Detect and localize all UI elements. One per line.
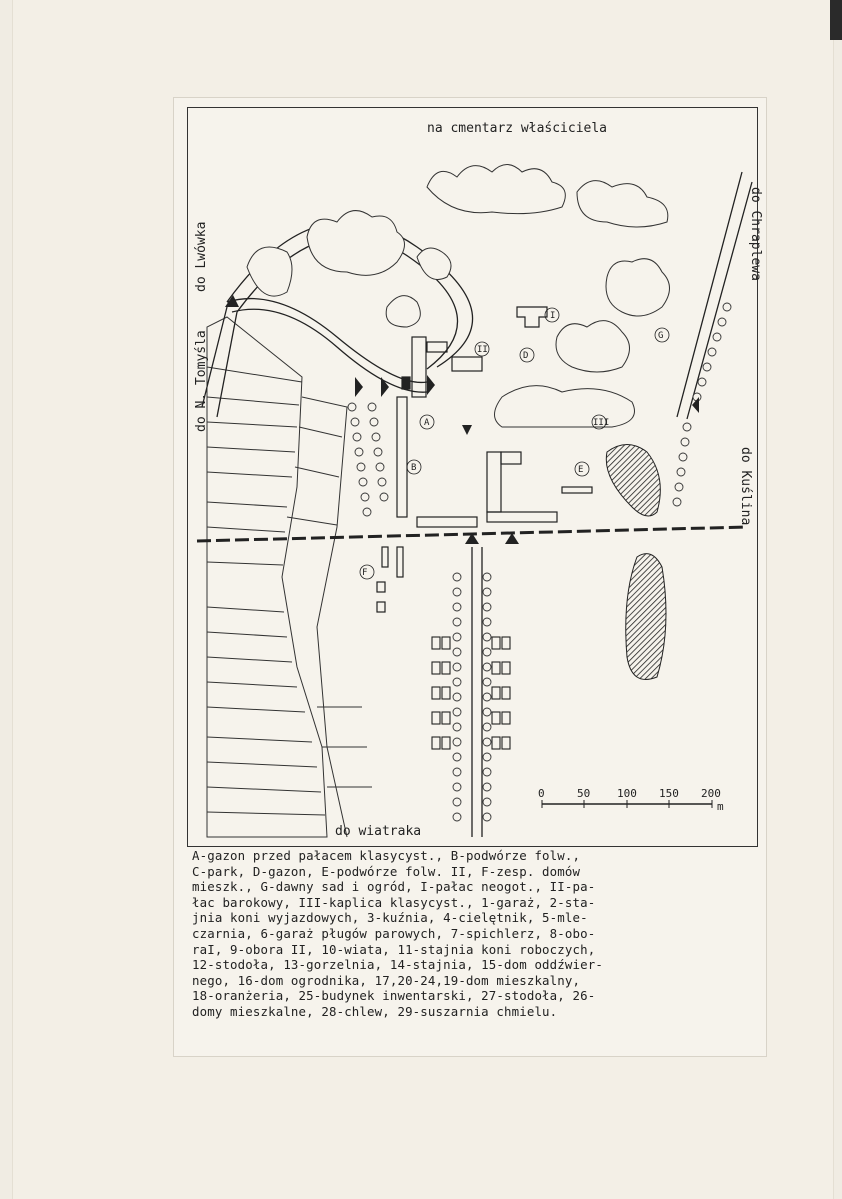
area-label-G: G bbox=[658, 331, 664, 341]
caption-line: jnia koni wyjazdowych, 3-kuźnia, 4-cielętnik, 5-mle- bbox=[192, 910, 588, 926]
area-label-I: I bbox=[550, 311, 556, 321]
field-strips bbox=[207, 317, 372, 837]
scale-tick-100: 100 bbox=[617, 787, 637, 800]
area-label-II: II bbox=[477, 345, 488, 355]
scale-unit: m bbox=[717, 800, 724, 813]
area-label-B: B bbox=[411, 463, 417, 473]
scale-tick-200: 200 bbox=[701, 787, 721, 800]
label-bottom-road: do wiatraka bbox=[335, 824, 422, 839]
caption-line: raI, 9-obora II, 10-wiata, 11-stajnia koni roboczych, bbox=[192, 941, 596, 957]
label-right-road2: do Kuślina bbox=[738, 447, 753, 526]
estate-map bbox=[187, 107, 763, 845]
scale-tick-50: 50 bbox=[577, 787, 591, 800]
scan-edge bbox=[830, 0, 842, 40]
area-label-III: III bbox=[593, 418, 610, 428]
caption-line: C-park, D-gazon, E-podwórze folw. II, F-zesp. domów bbox=[192, 863, 581, 879]
caption-line: łac barokowy, III-kaplica klasycyst., 1-garaż, 2-sta- bbox=[192, 894, 596, 910]
caption-line: mieszk., G-dawny sad i ogród, I-pałac neogot., II-pa- bbox=[192, 879, 596, 895]
caption-line: A-gazon przed pałacem klasycyst., B-podwórze folw., bbox=[192, 848, 581, 863]
caption-line: czarnia, 6-garaż pługów parowych, 7-spichlerz, 8-obo- bbox=[192, 925, 596, 941]
scale-bar bbox=[538, 787, 724, 813]
caption-line: 18-oranżeria, 25-budynek inwentarski, 27-stodoła, 26- bbox=[192, 988, 596, 1004]
scale-tick-150: 150 bbox=[659, 787, 679, 800]
caption-line: nego, 16-dom ogrodnika, 17,20-24,19-dom mieszkalny, bbox=[192, 972, 581, 988]
map-legend-caption bbox=[192, 848, 752, 1020]
area-label-E: E bbox=[578, 465, 584, 475]
caption-line: 12-stodoła, 13-gorzelnia, 14-stajnia, 15-dom oddźwier- bbox=[192, 957, 603, 973]
label-top: na cmentarz właściciela bbox=[427, 121, 608, 136]
caption-line: domy mieszkalne, 28-chlew, 29-suszarnia chmielu. bbox=[192, 1003, 558, 1019]
area-label-D: D bbox=[523, 351, 529, 361]
ponds bbox=[606, 445, 666, 680]
housing-rows bbox=[432, 637, 510, 749]
area-label-A: A bbox=[424, 418, 430, 428]
label-right-road: do Chraplewa bbox=[748, 187, 763, 281]
area-label-F: F bbox=[362, 568, 368, 578]
label-left-road2: do Lwówka bbox=[194, 221, 209, 292]
park-trees bbox=[247, 165, 670, 428]
scale-tick-0: 0 bbox=[538, 787, 545, 800]
label-left-road: do N. Tomyśla bbox=[194, 330, 209, 432]
